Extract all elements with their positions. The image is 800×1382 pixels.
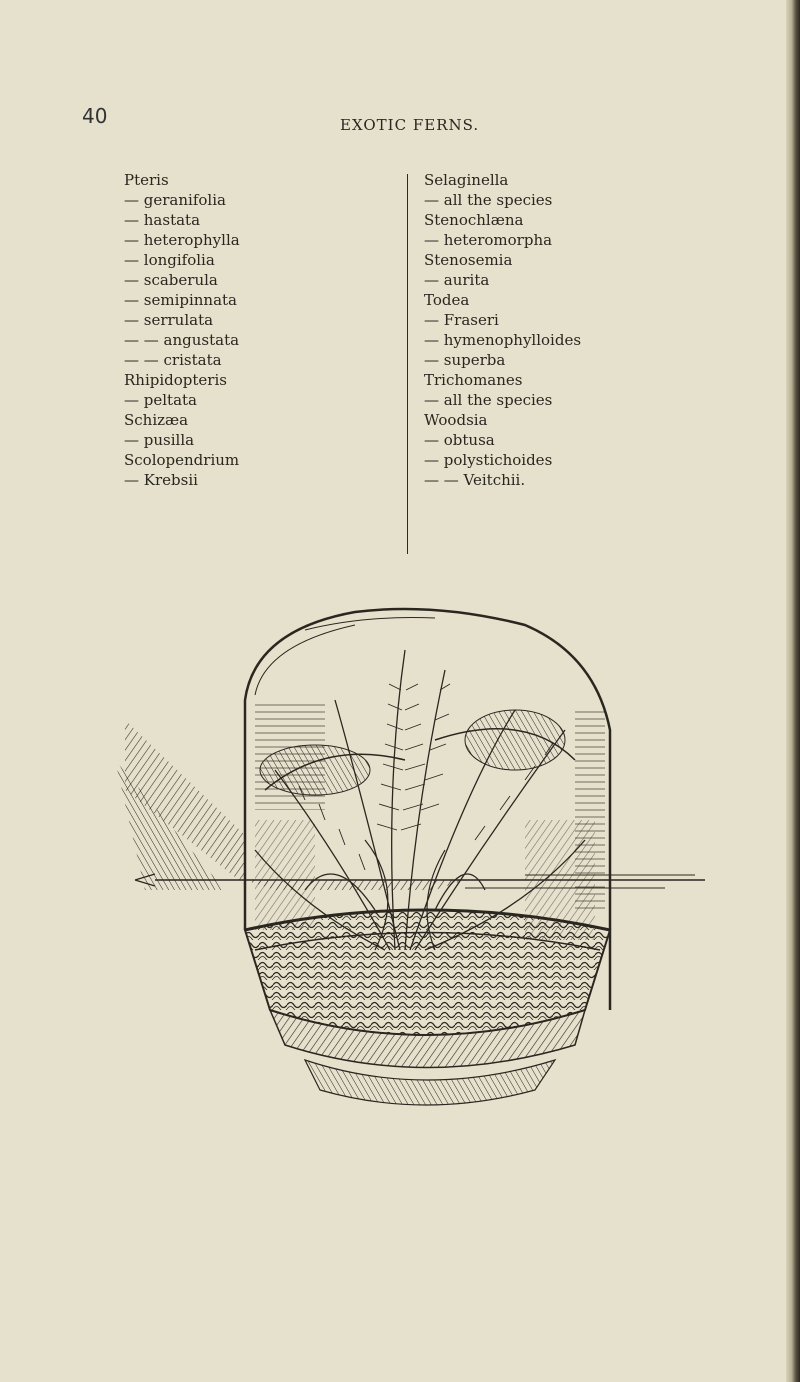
list-item: — Fraseri [424,311,499,329]
list-item: Scolopendrium [124,451,240,469]
list-item: Pteris [124,171,169,189]
list-item: Rhipidopteris [124,371,227,389]
list-item: — superba [424,351,506,369]
column-divider [407,174,408,554]
list-item: — Krebsii [124,471,198,489]
ground-shadow [115,720,705,890]
list-item: Stenochlæna [424,211,524,229]
running-head: EXOTIC FERNS. [340,116,480,134]
list-item: — heteromorpha [424,231,553,249]
list-item: — — cristata [124,351,222,369]
list-item: — scaberula [124,271,218,289]
page-edge-shadow [786,0,800,1382]
list-item: — geranifolia [124,191,226,209]
list-item: — hymenophylloides [424,331,582,349]
list-item: Selaginella [424,171,509,189]
list-item: — polystichoides [424,451,553,469]
list-item: — heterophylla [124,231,240,249]
page-number: 40 [82,104,108,128]
list-item: — serrulata [124,311,214,329]
list-item: — aurita [424,271,490,289]
list-item: — — Veitchii. [424,471,526,489]
list-item: — longifolia [124,251,215,269]
list-item: — all the species [424,191,553,209]
list-item: — peltata [124,391,197,409]
list-item: — — angustata [124,331,240,349]
woven-basket [245,910,610,1105]
list-item: — pusilla [124,431,195,449]
list-item: Todea [424,291,470,309]
list-item: Trichomanes [424,371,523,389]
list-item: Schizæa [124,411,189,429]
left-column [124,170,240,490]
list-item: Stenosemia [424,251,513,269]
list-item: — semipinnata [124,291,237,309]
list-item: — all the species [424,391,553,409]
fern-case-illustration [105,590,715,1290]
list-item: — hastata [124,211,201,229]
list-item: — obtusa [424,431,495,449]
right-column [424,170,581,490]
list-item: Woodsia [424,411,488,429]
